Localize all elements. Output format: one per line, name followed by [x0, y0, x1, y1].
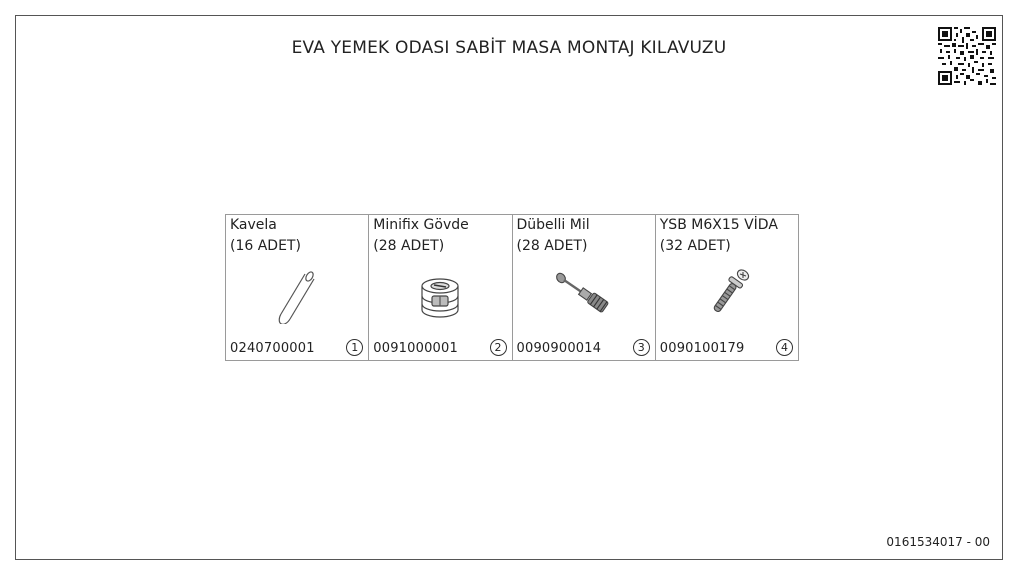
qr-code: [938, 27, 996, 85]
part-name: Minifix Gövde: [373, 217, 469, 233]
part-quantity: (16 ADET): [230, 238, 301, 254]
part-code: 0091000001: [373, 341, 458, 356]
part-code: 0240700001: [230, 341, 315, 356]
part-number-badge: 2: [490, 339, 507, 356]
part-number-badge: 4: [776, 339, 793, 356]
hardware-parts-table: [225, 214, 799, 361]
part-name: Kavela: [230, 217, 277, 233]
part-code: 0090100179: [659, 341, 745, 356]
part-code: 0090900014: [516, 341, 602, 356]
part-cell-ysb-vida: [656, 215, 798, 360]
dowel-icon: [267, 264, 327, 324]
screw-icon: [697, 264, 757, 324]
part-name: Dübelli Mil: [516, 217, 590, 233]
part-quantity: (32 ADET): [659, 238, 731, 254]
document-number: 0161534017 - 00: [886, 535, 990, 549]
part-cell-kavela: [226, 215, 369, 360]
part-cell-minifix-govde: [369, 215, 512, 360]
cam-lock-icon: [410, 264, 470, 324]
part-quantity: (28 ADET): [516, 238, 588, 254]
document-title: EVA YEMEK ODASI SABİT MASA MONTAJ KILAVUZU: [291, 38, 727, 58]
part-quantity: (28 ADET): [373, 238, 445, 254]
part-number-badge: 3: [633, 339, 650, 356]
connecting-bolt-icon: [549, 264, 619, 324]
part-number-badge: 1: [346, 339, 363, 356]
part-cell-dubelli-mil: [513, 215, 656, 360]
assembly-sheet: [15, 15, 1003, 560]
part-name: YSB M6X15 VİDA: [659, 217, 778, 233]
